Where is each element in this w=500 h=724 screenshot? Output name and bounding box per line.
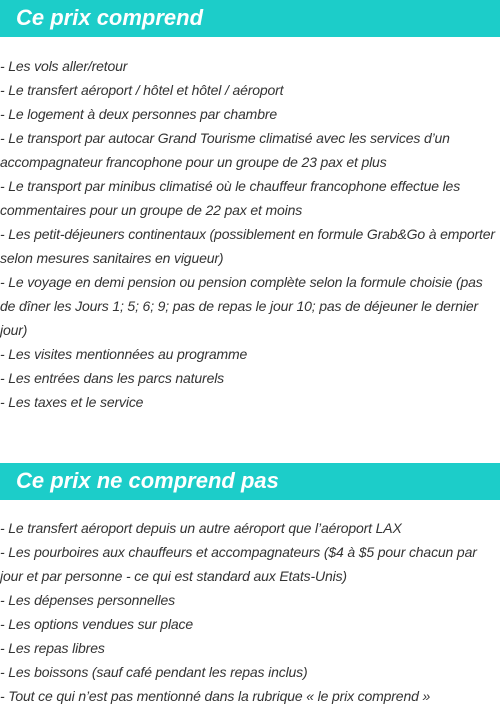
list-item: - Le transfert aéroport depuis un autre aéroport que l’aéroport LAX	[0, 520, 402, 536]
included-items-list	[0, 54, 498, 414]
list-item: - Le logement à deux personnes par chambre	[0, 106, 277, 122]
list-item: - Les repas libres	[0, 640, 105, 656]
list-item: - Le transport par minibus climatisé où le chauffeur francophone effectue les commentaires pour un groupe de 22 pax et moins	[0, 178, 461, 218]
list-item: - Les options vendues sur place	[0, 616, 194, 632]
list-item: - Les petit-déjeuners continentaux (possiblement en formule Grab&Go à emporter selon mesures sanitaires en vigueur)	[0, 226, 495, 266]
list-item: - Les boissons (sauf café pendant les repas inclus)	[0, 664, 308, 680]
excluded-section-title: Ce prix ne comprend pas	[16, 468, 279, 493]
list-item: - Les taxes et le service	[0, 394, 144, 410]
list-item: - Le transfert aéroport / hôtel et hôtel / aéroport	[0, 82, 284, 98]
list-item: - Les vols aller/retour	[0, 58, 128, 74]
list-item: - Tout ce qui n’est pas mentionné dans la rubrique « le prix comprend »	[0, 688, 431, 704]
list-item: - Les entrées dans les parcs naturels	[0, 370, 225, 386]
list-item: - Le voyage en demi pension ou pension complète selon la formule choisie (pas de dîner les Jours 1; 5; 6; 9; pas de repas le jour 10; pas de déjeuner le dernier jour)	[0, 274, 483, 338]
list-item: - Les visites mentionnées au programme	[0, 346, 248, 362]
list-item: - Les pourboires aux chauffeurs et accompagnateurs ($4 à $5 pour chacun par jour et par personne - ce qui est standard aux Etats-Unis)	[0, 544, 477, 584]
list-item: - Le transport par autocar Grand Tourisme climatisé avec les services d’un accompagnateur francophone pour un groupe de 23 pax et plus	[0, 130, 450, 170]
included-section-title: Ce prix comprend	[16, 5, 204, 30]
included-section-header	[0, 0, 500, 37]
excluded-items-list	[0, 516, 498, 708]
list-item: - Les dépenses personnelles	[0, 592, 175, 608]
excluded-section-header	[0, 463, 500, 500]
